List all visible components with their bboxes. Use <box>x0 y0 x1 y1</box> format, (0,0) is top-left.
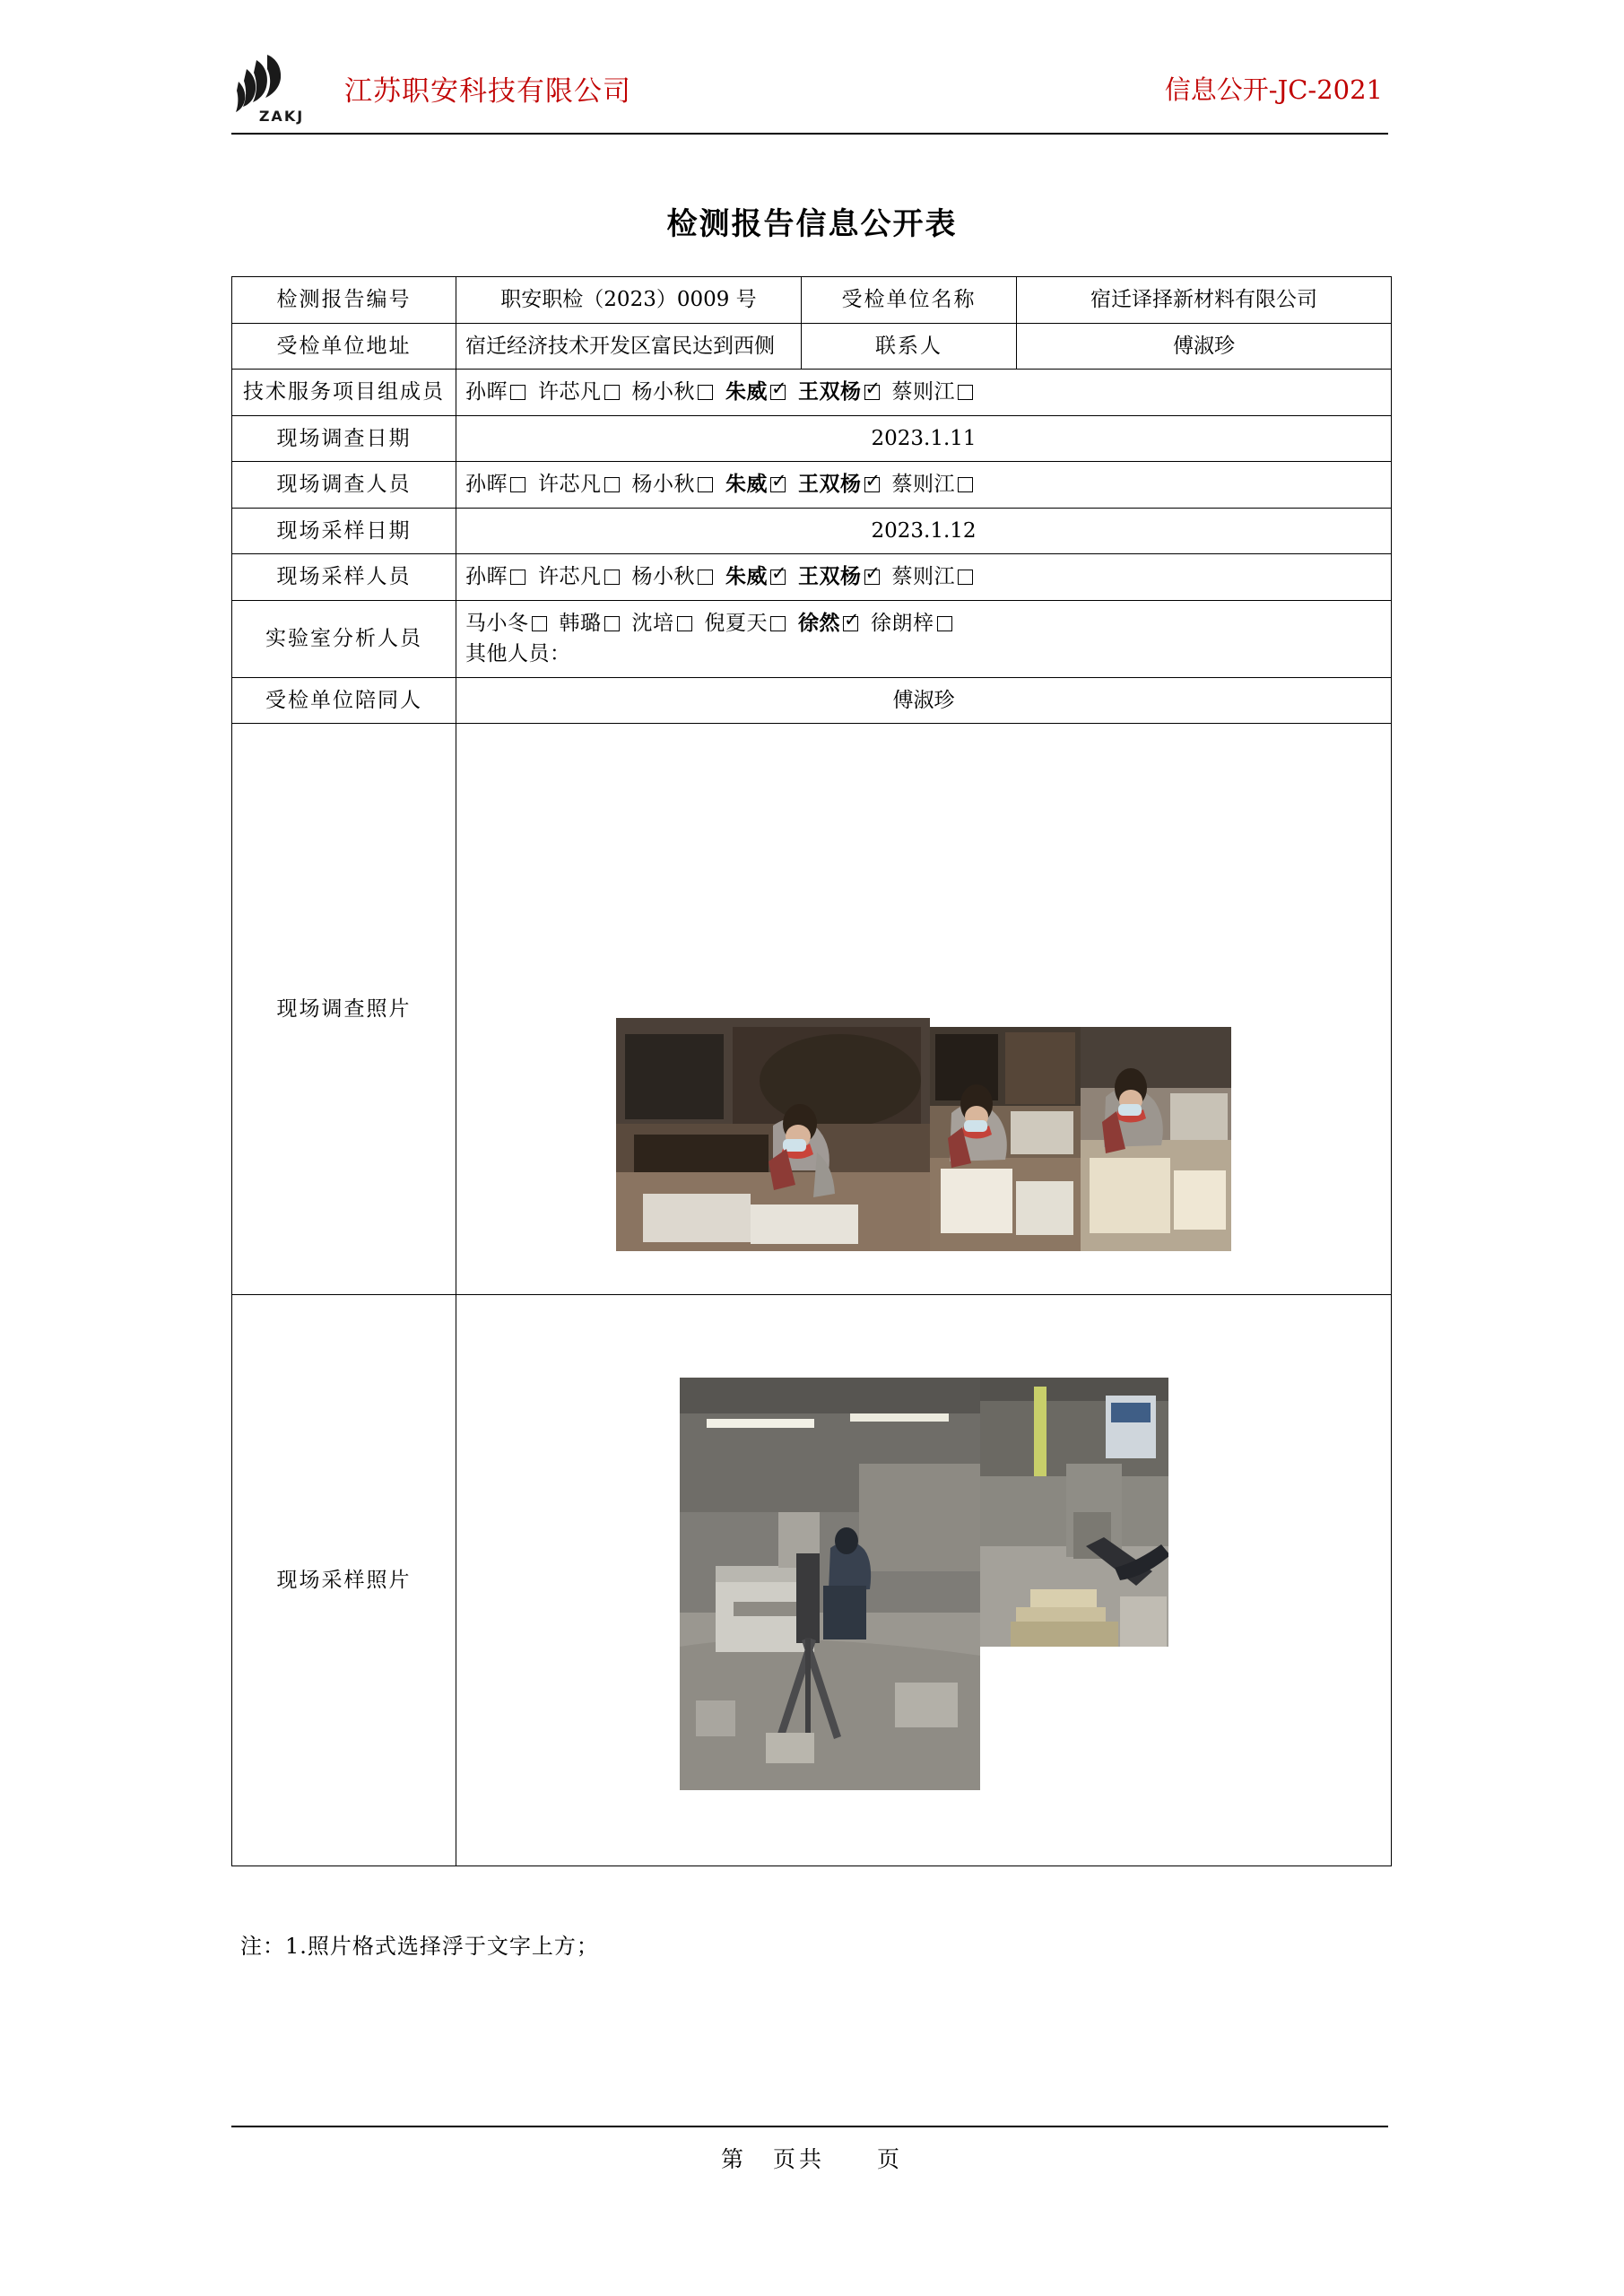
footer-divider <box>231 2126 1388 2127</box>
checkbox-icon[interactable] <box>843 616 858 631</box>
checkbox-icon[interactable] <box>770 477 786 492</box>
person-checkbox-item[interactable] <box>892 377 974 408</box>
sample-photo-label: 现场采样照片 <box>232 1295 456 1866</box>
page-number: 第 页共 页 <box>720 2146 903 2172</box>
person-checkbox-item[interactable] <box>465 561 525 593</box>
person-checkbox-item[interactable] <box>632 377 714 408</box>
header-divider <box>231 133 1388 135</box>
person-checkbox-item[interactable] <box>725 377 786 408</box>
person-checkbox-item[interactable] <box>892 469 974 500</box>
checkbox-icon[interactable] <box>698 477 713 492</box>
person-name: 许芯凡 <box>538 565 602 588</box>
person-name: 沈培 <box>631 611 674 635</box>
person-name: 徐朗梓 <box>871 611 934 635</box>
lab-label: 实验室分析人员 <box>232 600 456 677</box>
person-name: 孙晖 <box>465 565 508 588</box>
sample-people-cell <box>456 554 1392 601</box>
table-row <box>232 277 1392 324</box>
escort-value: 傅淑珍 <box>456 677 1392 724</box>
team-label: 技术服务项目组成员 <box>232 370 456 416</box>
person-checkbox-item[interactable] <box>725 561 786 593</box>
person-name: 杨小秋 <box>631 473 695 496</box>
survey-photo-2 <box>930 1027 1081 1251</box>
table-row-survey-photos <box>232 724 1392 1295</box>
checkbox-icon[interactable] <box>510 477 525 492</box>
survey-photo-row <box>465 749 1382 1269</box>
person-checkbox-item[interactable] <box>560 608 620 639</box>
table-row <box>232 554 1392 601</box>
info-table <box>231 276 1392 1866</box>
unit-address-value: 宿迁经济技术开发区富民达到西侧 <box>456 323 802 370</box>
person-checkbox-item[interactable] <box>465 469 525 500</box>
unit-name-label: 受检单位名称 <box>802 277 1017 324</box>
contact-value: 傅淑珍 <box>1017 323 1392 370</box>
person-checkbox-item[interactable] <box>632 608 692 639</box>
sample-photo-2 <box>980 1378 1168 1647</box>
checkbox-icon[interactable] <box>698 570 713 585</box>
report-no-value: 职安职检（2023）0009 号 <box>456 277 802 324</box>
checkbox-icon[interactable] <box>937 616 952 631</box>
report-no-label: 检测报告编号 <box>232 277 456 324</box>
checkbox-icon[interactable] <box>698 385 713 400</box>
person-name: 朱威 <box>725 379 768 404</box>
person-checkbox-item[interactable] <box>465 608 547 639</box>
person-checkbox-item[interactable] <box>632 469 714 500</box>
survey-date-value: 2023.1.11 <box>456 415 1392 462</box>
table-row <box>232 415 1392 462</box>
person-name: 王双杨 <box>798 472 862 496</box>
table-row <box>232 508 1392 554</box>
sample-photo-1 <box>680 1378 980 1790</box>
lab-other-label: 其他人员： <box>465 642 571 665</box>
header-left <box>231 49 631 126</box>
checkbox-icon[interactable] <box>864 477 880 492</box>
person-name: 倪夏天 <box>704 611 768 635</box>
person-checkbox-item[interactable] <box>798 561 880 593</box>
person-checkbox-item[interactable] <box>538 561 620 593</box>
checkbox-icon[interactable] <box>604 570 620 585</box>
checkbox-icon[interactable] <box>770 616 786 631</box>
table-row <box>232 323 1392 370</box>
checkbox-icon[interactable] <box>770 570 786 585</box>
checkbox-icon[interactable] <box>604 385 620 400</box>
table-row <box>232 370 1392 416</box>
survey-photo-label: 现场调查照片 <box>232 724 456 1295</box>
checkbox-icon[interactable] <box>958 570 973 585</box>
contact-label: 联系人 <box>802 323 1017 370</box>
document-code: 信息公开-JC-2021 <box>1164 74 1383 105</box>
table-row <box>232 600 1392 677</box>
survey-photo-1 <box>616 1018 930 1251</box>
survey-photo-cell <box>456 724 1392 1295</box>
unit-name-value: 宿迁译择新材料有限公司 <box>1017 277 1392 324</box>
escort-label: 受检单位陪同人 <box>232 677 456 724</box>
person-name: 蔡则江 <box>891 565 955 588</box>
person-name: 韩璐 <box>559 611 602 635</box>
person-name: 孙晖 <box>465 380 508 404</box>
sample-date-value: 2023.1.12 <box>456 508 1392 554</box>
checkbox-icon[interactable] <box>864 570 880 585</box>
person-name: 孙晖 <box>465 473 508 496</box>
person-checkbox-item[interactable] <box>871 608 952 639</box>
checkbox-icon[interactable] <box>510 385 525 400</box>
sample-photo-cell <box>456 1295 1392 1866</box>
lab-members-cell <box>456 600 1392 677</box>
unit-address-label: 受检单位地址 <box>232 323 456 370</box>
page-title: 检测报告信息公开表 <box>666 206 958 242</box>
sample-photo-row <box>465 1335 1382 1826</box>
checkbox-icon[interactable] <box>770 385 786 400</box>
checkbox-icon[interactable] <box>864 385 880 400</box>
page-header <box>231 43 1388 133</box>
person-checkbox-item[interactable] <box>705 608 786 639</box>
person-name: 朱威 <box>725 472 768 496</box>
checkbox-icon[interactable] <box>510 570 525 585</box>
person-checkbox-item[interactable] <box>798 608 858 639</box>
company-logo-icon <box>231 49 332 126</box>
lab-members-list <box>465 608 1382 639</box>
person-checkbox-item[interactable] <box>892 561 974 593</box>
footnote: 注：1.照片格式选择浮于文字上方； <box>240 1934 599 1959</box>
survey-people-cell <box>456 462 1392 509</box>
person-name: 朱威 <box>725 564 768 588</box>
person-checkbox-item[interactable] <box>725 469 786 500</box>
person-name: 马小冬 <box>465 611 529 635</box>
checkbox-icon[interactable] <box>532 616 547 631</box>
table-row-sample-photos <box>232 1295 1392 1866</box>
checkbox-icon[interactable] <box>604 477 620 492</box>
survey-people-list <box>465 469 1382 500</box>
table-row <box>232 462 1392 509</box>
person-name: 杨小秋 <box>631 380 695 404</box>
checkbox-icon[interactable] <box>604 616 620 631</box>
company-name: 江苏职安科技有限公司 <box>344 74 631 108</box>
checkbox-icon[interactable] <box>677 616 692 631</box>
sample-people-label: 现场采样人员 <box>232 554 456 601</box>
survey-date-label: 现场调查日期 <box>232 415 456 462</box>
person-checkbox-item[interactable] <box>538 469 620 500</box>
person-name: 杨小秋 <box>631 565 695 588</box>
survey-people-label: 现场调查人员 <box>232 462 456 509</box>
table-row <box>232 677 1392 724</box>
team-members-cell <box>456 370 1392 416</box>
sample-people-list <box>465 561 1382 593</box>
team-members-list <box>465 377 1382 408</box>
person-checkbox-item[interactable] <box>798 377 880 408</box>
person-name: 蔡则江 <box>891 473 955 496</box>
person-checkbox-item[interactable] <box>632 561 714 593</box>
checkbox-icon[interactable] <box>958 477 973 492</box>
person-name: 许芯凡 <box>538 473 602 496</box>
person-checkbox-item[interactable] <box>798 469 880 500</box>
survey-photo-3 <box>1081 1027 1231 1251</box>
svg-text:ZAKJ: ZAKJ <box>258 108 305 125</box>
person-checkbox-item[interactable] <box>465 377 525 408</box>
person-checkbox-item[interactable] <box>538 377 620 408</box>
sample-date-label: 现场采样日期 <box>232 508 456 554</box>
person-name: 蔡则江 <box>891 380 955 404</box>
checkbox-icon[interactable] <box>958 385 973 400</box>
person-name: 王双杨 <box>798 379 862 404</box>
person-name: 王双杨 <box>798 564 862 588</box>
person-name: 许芯凡 <box>538 380 602 404</box>
person-name: 徐然 <box>798 610 840 635</box>
